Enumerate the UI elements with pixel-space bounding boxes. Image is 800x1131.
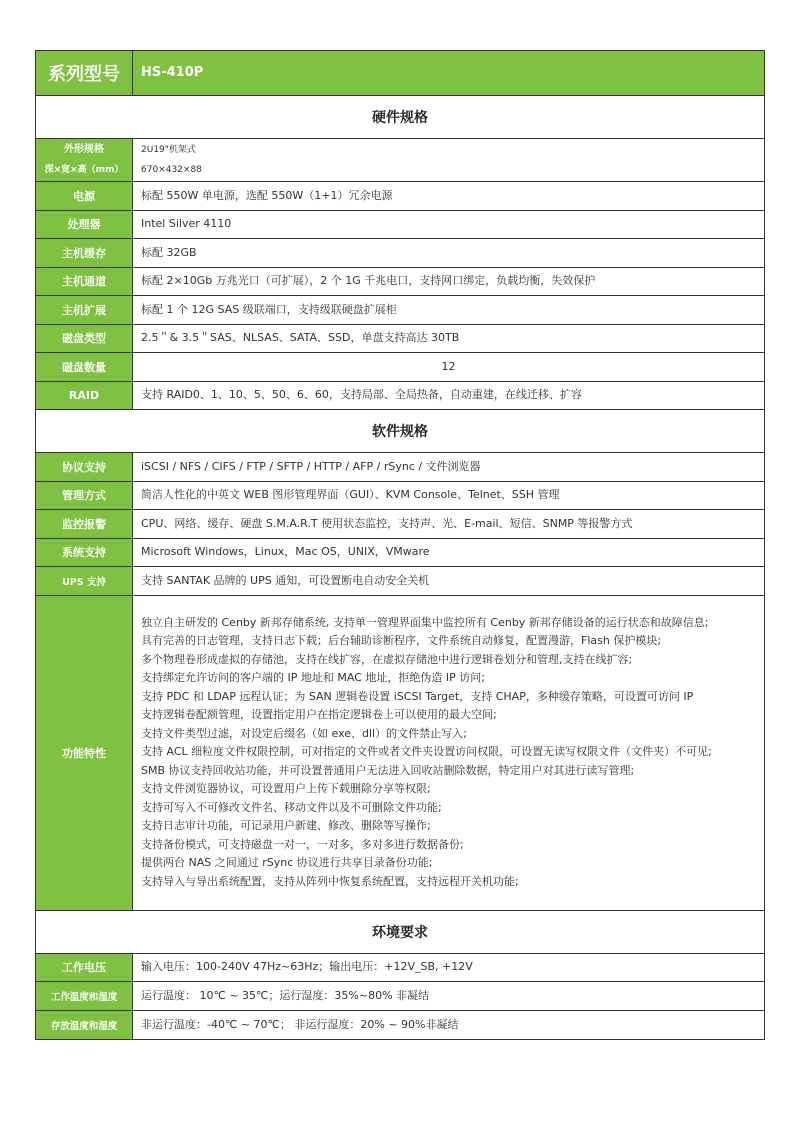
feature-item: 支持逻辑卷配额管理，设置指定用户在指定逻辑卷上可以使用的最大空间; <box>141 708 497 722</box>
spec-row <box>36 1011 764 1040</box>
spec-row <box>36 539 764 568</box>
spec-value: 标配 32GB <box>141 245 197 259</box>
spec-value: 支持 SANTAK 品牌的 UPS 通知，可设置断电自动安全关机 <box>141 573 430 587</box>
spec-row <box>36 211 764 240</box>
spec-table <box>35 50 765 1040</box>
feature-item: SMB 协议支持回收站功能，并可设置普通用户无法进入回收站删除数据，特定用户对其进行读写管理; <box>141 763 635 777</box>
spec-row <box>36 482 764 511</box>
spec-value: 2.5＂& 3.5＂SAS、NLSAS、SATA、SSD，单盘支持高达 30TB <box>141 331 460 344</box>
spec-label: 协议支持 <box>36 453 133 481</box>
spec-label: 主机扩展 <box>36 296 133 324</box>
feature-item: 支持导入与导出系统配置，支持从阵列中恢复系统配置，支持远程开关机功能; <box>141 874 519 888</box>
spec-row <box>36 353 764 382</box>
feature-item: 提供两台 NAS 之间通过 rSync 协议进行共享目录备份功能; <box>141 856 433 870</box>
spec-label: 工作温度和湿度 <box>36 982 133 1010</box>
feature-item: 支持 PDC 和 LDAP 远程认证；为 SAN 逻辑卷设置 iSCSI Target，支持 CHAP，多种缓存策略，可设置可访问 IP <box>141 689 694 703</box>
form-label: 外形规格 <box>64 144 104 155</box>
spec-row <box>36 268 764 297</box>
spec-value: CPU、网络、缓存、硬盘 S.M.A.R.T 使用状态监控，支持声、光、E-mail、短信、SNMP 等报警方式 <box>141 516 633 530</box>
features-list <box>133 596 764 910</box>
spec-label: RAID <box>36 382 133 410</box>
spec-label: 工作电压 <box>36 954 133 982</box>
spec-row <box>36 982 764 1011</box>
spec-row <box>36 382 764 411</box>
spec-value: Intel Silver 4110 <box>141 217 232 230</box>
section-software: 软件规格 <box>36 410 764 453</box>
spec-value: 标配 1 个 12G SAS 级联端口，支持级联硬盘扩展柜 <box>141 302 397 316</box>
spec-row <box>36 510 764 539</box>
dim-value: 670×432×88 <box>141 165 202 175</box>
feature-item: 支持文件浏览器协议，可设置用户上传下载删除分享等权限; <box>141 782 431 796</box>
spec-label: 主机通道 <box>36 268 133 296</box>
spec-value: Microsoft Windows，Linux，Mac OS，UNIX，VMware <box>141 545 430 558</box>
model-value: HS-410P <box>133 51 764 95</box>
feature-item: 具有完善的日志管理，支持日志下载；后台辅助诊断程序，文件系统自动修复，配置漫游，Flash 保护模块; <box>141 634 662 648</box>
section-environment: 环境要求 <box>36 911 764 954</box>
model-label: 系列型号 <box>36 51 133 95</box>
spec-label: 电源 <box>36 182 133 210</box>
model-row <box>36 51 764 96</box>
spec-row <box>36 954 764 983</box>
spec-value: 简洁人性化的中英文 WEB 图形管理界面（GUI）、KVM Console、Telnet、SSH 管理 <box>141 488 560 501</box>
feature-item: 支持备份模式，可支持磁盘一对一，一对多，多对多进行数据备份; <box>141 837 464 851</box>
spec-label: 管理方式 <box>36 482 133 510</box>
spec-label: UPS 支持 <box>36 567 133 595</box>
spec-value: 12 <box>441 359 456 373</box>
feature-item: 支持文件类型过滤，对设定后缀名（如 exe、dll）的文件禁止写入; <box>141 726 467 740</box>
spec-value: 支持 RAID0、1、10、5、50、6、60，支持局部、全局热备，自动重建，在线迁移、扩容 <box>141 388 582 401</box>
spec-row <box>36 325 764 354</box>
spec-value: 运行温度： 10℃ ~ 35℃；运行湿度：35%~80% 非凝结 <box>141 988 430 1002</box>
feature-item: 独立自主研发的 Cenby 新邦存储系统, 支持单一管理界面集中监控所有 Cenby 新邦存储设备的运行状态和故障信息; <box>141 615 709 629</box>
feature-item: 支持可写入不可修改文件名、移动文件以及不可删除文件功能; <box>141 800 442 814</box>
feature-item: 支持日志审计功能，可记录用户新建、修改、删除等写操作; <box>141 819 431 833</box>
spec-label: 存放温度和湿度 <box>36 1011 133 1040</box>
spec-row <box>36 296 764 325</box>
dim-label: 深×宽×高（mm） <box>44 165 124 175</box>
spec-row-form <box>36 139 764 182</box>
spec-label: 磁盘类型 <box>36 325 133 353</box>
spec-value: 标配 550W 单电源，选配 550W（1+1）冗余电源 <box>141 188 393 202</box>
spec-row-features <box>36 596 764 911</box>
features-label: 功能特性 <box>36 596 133 910</box>
spec-row <box>36 239 764 268</box>
spec-row <box>36 182 764 211</box>
feature-item: 多个物理卷形成虚拟的存储池，支持在线扩容，在虚拟存储池中进行逻辑卷划分和管理,支持在线扩容; <box>141 652 633 666</box>
spec-label: 监控报警 <box>36 510 133 538</box>
feature-item: 支持 ACL 细粒度文件权限控制，可对指定的文件或者文件夹设置访问权限，可设置无读写权限文件（文件夹）不可见; <box>141 745 712 759</box>
spec-label: 主机缓存 <box>36 239 133 267</box>
spec-row <box>36 567 764 596</box>
spec-value: 输入电压：100-240V 47Hz~63Hz；输出电压：+12V_SB, +12V <box>141 960 473 973</box>
spec-value: 标配 2×10Gb 万兆光口（可扩展），2 个 1G 千兆电口，支持网口绑定，负载均衡，失效保护 <box>141 274 596 287</box>
spec-row <box>36 453 764 482</box>
section-hardware: 硬件规格 <box>36 96 764 139</box>
spec-value: iSCSI / NFS / CIFS / FTP / SFTP / HTTP / AFP / rSync / 文件浏览器 <box>141 459 481 473</box>
form-value: 2U19"机架式 <box>141 145 196 155</box>
spec-value: 非运行温度：-40℃ ~ 70℃； 非运行湿度：20% ~ 90%非凝结 <box>141 1017 459 1031</box>
spec-label: 系统支持 <box>36 539 133 567</box>
spec-label: 磁盘数量 <box>36 353 133 381</box>
feature-item: 支持绑定允许访问的客户端的 IP 地址和 MAC 地址，拒绝伪造 IP 访问; <box>141 671 485 685</box>
spec-label: 处理器 <box>36 211 133 239</box>
